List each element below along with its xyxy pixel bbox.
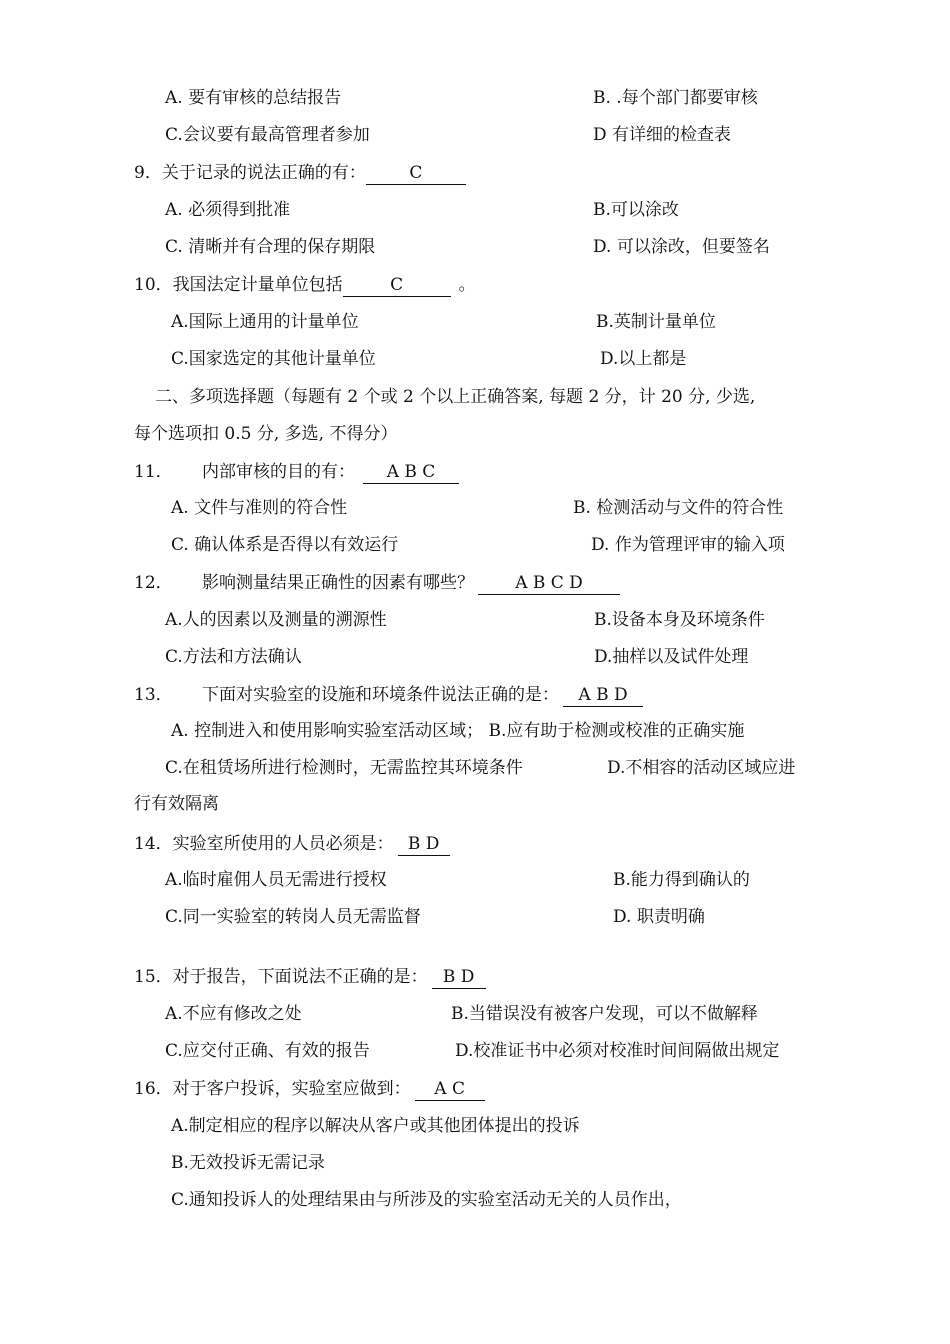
question-number: 11． (134, 462, 173, 482)
q14-option-a: A.临时雇佣人员无需进行授权 (165, 870, 387, 890)
question-stem: 9．关于记录的说法正确的有： (134, 163, 366, 183)
question-16 (134, 1078, 485, 1101)
question-stem: 15．对于报告，下面说法不正确的是： (134, 967, 428, 987)
answer-blank: A B D (563, 685, 643, 707)
q12-option-d: D.抽样以及试件处理 (594, 647, 749, 667)
q11-option-b: B. 检测活动与文件的符合性 (573, 498, 784, 518)
answer-blank: A B C (363, 462, 459, 484)
q15-option-b: B.当错误没有被客户发现，可以不做解释 (451, 1004, 758, 1024)
question-11-stem (202, 461, 459, 484)
question-stem: 14．实验室所使用的人员必须是： (134, 834, 394, 854)
question-12-stem (202, 572, 620, 595)
question-number: 12． (134, 573, 173, 593)
q10-option-d: D.以上都是 (600, 349, 687, 369)
q15-option-d: D.校准证书中必须对校准时间间隔做出规定 (455, 1041, 780, 1061)
question-stem: 内部审核的目的有： (202, 462, 355, 482)
answer-blank: B D (432, 967, 486, 989)
q16-option-a: A.制定相应的程序以解决从客户或其他团体提出的投诉 (171, 1116, 580, 1136)
q9-option-c: C. 清晰并有合理的保存期限 (165, 237, 376, 257)
q12-option-c: C.方法和方法确认 (165, 647, 302, 667)
q13-option-d: D.不相容的活动区域应进 (607, 758, 796, 778)
q8-option-b: B. .每个部门都要审核 (593, 88, 758, 108)
question-stem: 10．我国法定计量单位包括 (134, 275, 343, 295)
question-9 (134, 162, 466, 185)
q9-option-d: D. 可以涂改，但要签名 (593, 237, 770, 257)
q13-option-c: C.在租赁场所进行检测时，无需监控其环境条件 (165, 758, 523, 778)
q13-option-d-cont: 行有效隔离 (134, 794, 219, 814)
answer-blank: B D (398, 834, 450, 856)
q15-option-c: C.应交付正确、有效的报告 (165, 1041, 370, 1061)
q14-option-c: C.同一实验室的转岗人员无需监督 (165, 907, 421, 927)
q13-option-a-b: A. 控制进入和使用影响实验室活动区域； B.应有助于检测或校准的正确实施 (171, 721, 745, 741)
question-stem: 16．对于客户投诉，实验室应做到： (134, 1079, 411, 1099)
q15-option-a: A.不应有修改之处 (165, 1004, 302, 1024)
q8-option-c: C.会议要有最高管理者参加 (165, 125, 370, 145)
answer-blank: A C (415, 1079, 485, 1101)
q14-option-b: B.能力得到确认的 (613, 870, 750, 890)
q11-option-d: D. 作为管理评审的输入项 (591, 535, 785, 555)
q9-option-a: A. 必须得到批准 (165, 200, 291, 220)
answer-blank: C (343, 275, 451, 297)
question-stem: 影响测量结果正确性的因素有哪些？ (202, 573, 474, 593)
question-number: 13． (134, 685, 173, 705)
question-stem: 下面对实验室的设施和环境条件说法正确的是： (202, 685, 559, 705)
q8-option-a: A. 要有审核的总结报告 (165, 88, 342, 108)
q10-option-b: B.英制计量单位 (596, 312, 716, 332)
q10-option-a: A.国际上通用的计量单位 (171, 312, 359, 332)
question-15 (134, 966, 486, 989)
q11-option-a: A. 文件与准则的符合性 (171, 498, 348, 518)
section-2-heading: 二、多项选择题（每题有 2 个或 2 个以上正确答案, 每题 2 分，计 20 分, 少选, (155, 387, 756, 407)
q10-option-c: C.国家选定的其他计量单位 (171, 349, 376, 369)
q8-option-d: D 有详细的检查表 (593, 125, 732, 145)
answer-blank: C (366, 163, 466, 185)
q14-option-d: D. 职责明确 (613, 907, 705, 927)
question-tail: 。 (458, 275, 476, 295)
question-11 (134, 461, 173, 483)
question-10 (134, 274, 476, 297)
q11-option-c: C. 确认体系是否得以有效运行 (171, 535, 399, 555)
question-12 (134, 572, 173, 594)
section-2-heading-cont: 每个选项扣 0.5 分, 多选, 不得分） (134, 424, 398, 444)
question-13-stem (202, 684, 643, 707)
q12-option-a: A.人的因素以及测量的溯源性 (165, 610, 387, 630)
q16-option-c: C.通知投诉人的处理结果由与所涉及的实验室活动无关的人员作出， (171, 1190, 682, 1210)
answer-blank: A B C D (478, 573, 620, 595)
q9-option-b: B.可以涂改 (593, 200, 679, 220)
q12-option-b: B.设备本身及环境条件 (594, 610, 765, 630)
q16-option-b: B.无效投诉无需记录 (171, 1153, 325, 1173)
question-13 (134, 684, 173, 706)
question-14 (134, 833, 450, 856)
